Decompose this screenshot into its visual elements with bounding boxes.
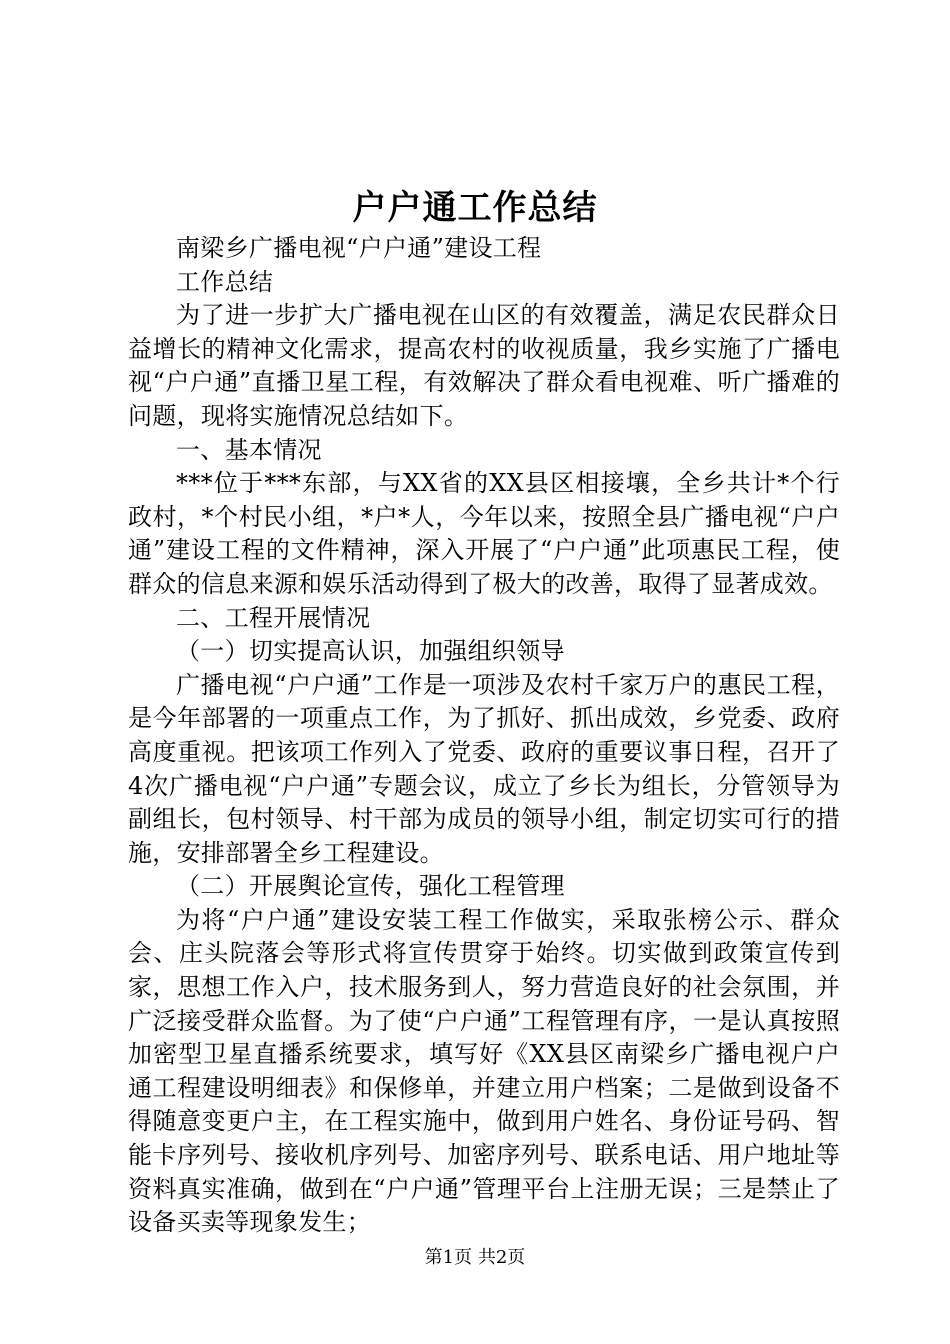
document-body [128,232,840,1240]
subsection-heading-2: （二）开展舆论宣传，强化工程管理 [176,872,565,901]
subsection-heading-1: （一）切实提高认识，加强组织领导 [176,637,565,666]
document-title: 户户通工作总结 [352,188,598,228]
paragraph-subtitle-2: 工作总结 [176,267,274,296]
paragraph-publicity: 为将“户户通”建设安装工程工作做实，采取张榜公示、群众会、庄头院落会等形式将宣传贯穿于始终。切实做到政策宣传到家，思想工作入户，技术服务到人，努力营造良好的社会氛围，并广泛接受群众监督。为了使“户户通”工程管理有序，一是认真按照加密型卫星直播系统要求，填写好《XX县区南梁乡广播电视户户通工程建设明细表》和保修单，并建立用户档案；二是做到设备不得随意变更户主，在工程实施中，做到用户姓名、身份证号码、智能卡序列号、接收机序列号、加密序列号、联系电话、用户地址等资料真实准确，做到在“户户通”管理平台上注册无误；三是禁止了设备买卖等现象发生； [128,905,840,1237]
paragraph-basic-info: ***位于***东部，与XX省的XX县区相接壤，全乡共计*个行政村，*个村民小组，*户*人，今年以来，按照全县广播电视“户户通”建设工程的文件精神，深入开展了“户户通”此项惠民工程，使群众的信息来源和娱乐活动得到了极大的改善，取得了显著成效。 [128,469,840,598]
paragraph-subtitle-1: 南梁乡广播电视“户户通”建设工程 [176,234,542,262]
paragraph-intro: 为了进一步扩大广播电视在山区的有效覆盖，满足农民群众日益增长的精神文化需求，提高农村的收视质量，我乡实施了广播电视“户户通”直播卫星工程，有效解决了群众看电视难、听广播难的问题，现将实施情况总结如下。 [128,301,840,430]
section-heading-progress: 二、工程开展情况 [176,603,371,632]
page-number-footer: 第1页 共2页 [424,1247,526,1268]
paragraph-organization: 广播电视“户户通”工作是一项涉及农村千家万户的惠民工程，是今年部署的一项重点工作，为了抓好、抓出成效，乡党委、政府高度重视。把该项工作列入了党委、政府的重要议事日程，召开了4次广播电视“户户通”专题会议，成立了乡长为组长，分管领导为副组长，包村领导、村干部为成员的领导小组，制定切实可行的措施，安排部署全乡工程建设。 [128,670,840,867]
section-heading-basic: 一、基本情况 [176,435,322,464]
